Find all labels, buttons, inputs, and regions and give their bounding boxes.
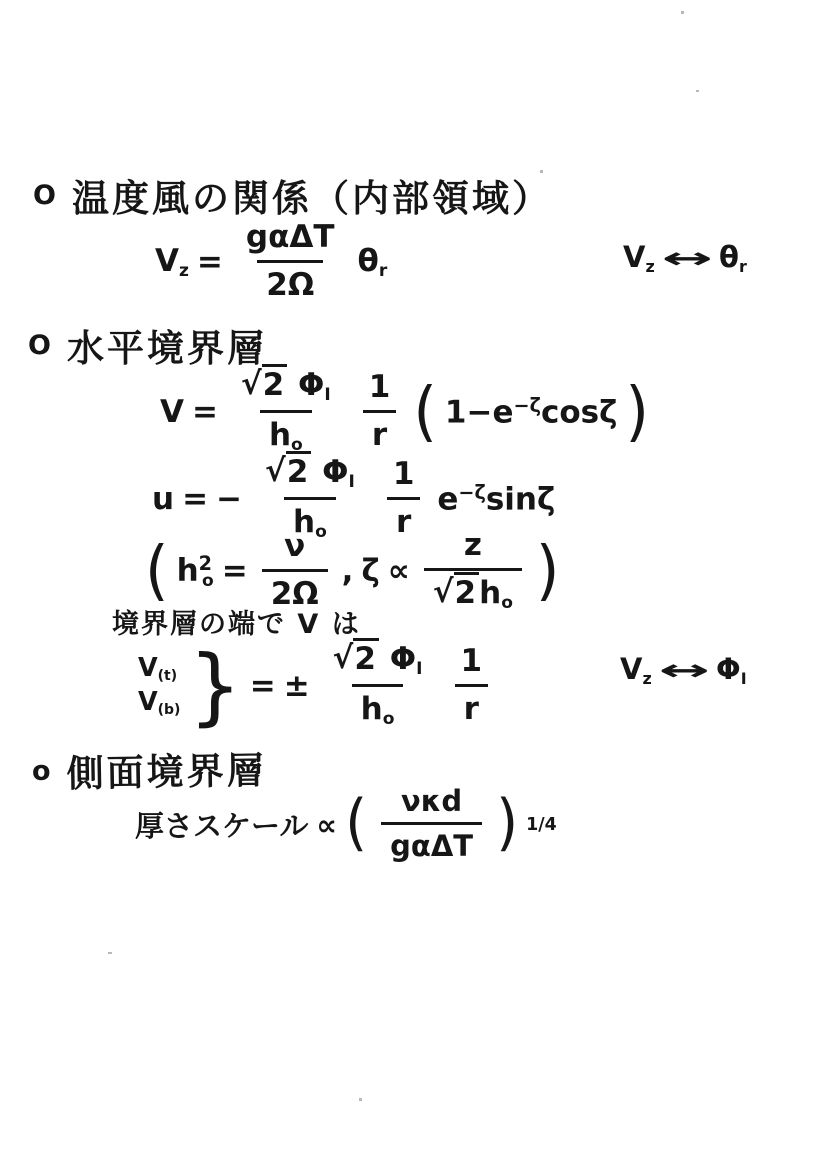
fraction	[237, 220, 344, 304]
term-e: e	[437, 481, 459, 518]
annot-left	[620, 652, 652, 688]
equals-sign: =	[182, 481, 209, 518]
var-V-letter: V	[138, 686, 158, 717]
section-title-side-bl: 側面境界層	[66, 748, 267, 796]
denominator: gαΔT	[381, 822, 482, 864]
section-heading-horizontal-bl	[28, 318, 267, 372]
var-u: u	[152, 481, 175, 518]
annot-left	[623, 240, 655, 276]
var-phi: Φ	[389, 641, 417, 677]
var-V-subscript: z	[179, 261, 189, 282]
section-title-horizontal-bl: 水平境界層	[66, 327, 267, 370]
section-title-thermal-wind: 温度風の関係（内部領域）	[71, 177, 552, 220]
denominator	[352, 684, 404, 731]
exponent-minus-zeta: −ζ	[513, 393, 541, 417]
closing-brace: }	[188, 636, 242, 735]
scan-speckle	[359, 1098, 362, 1101]
sqrt-icon: √	[332, 640, 354, 676]
bullet-marker: o	[31, 755, 51, 787]
numerator	[256, 455, 364, 497]
numerator: z	[463, 527, 482, 563]
numerator: 1	[392, 456, 415, 493]
term-1-minus-e: 1−e	[444, 394, 514, 431]
fraction-one-over-r	[451, 644, 491, 728]
double-arrow-icon: ↔	[658, 652, 710, 687]
equals-sign: =	[192, 394, 218, 431]
annot-left-subscript: z	[645, 256, 655, 276]
var-h-subscript: o	[202, 570, 214, 591]
scan-speckle	[696, 90, 699, 92]
var-phi: Φ	[298, 367, 325, 403]
numerator: gαΔT	[245, 219, 335, 255]
sqrt-argument: 2	[262, 364, 288, 403]
open-paren: (	[345, 788, 368, 859]
var-phi-subscript: I	[416, 659, 423, 680]
equals-sign: =	[221, 553, 248, 590]
var-h: h	[479, 574, 502, 611]
minus-sign: −	[216, 481, 243, 518]
numerator: 1	[460, 643, 483, 680]
numerator	[324, 642, 432, 684]
denominator: r	[455, 684, 488, 729]
scan-speckle	[108, 952, 112, 954]
var-V-bottom-subscript: (b)	[157, 702, 181, 719]
proportional-sign: ∝	[387, 553, 410, 590]
open-paren: (	[413, 374, 437, 450]
numerator	[232, 368, 340, 410]
var-h-subscript: o	[315, 521, 327, 542]
sqrt-icon: √	[240, 366, 262, 402]
var-V: V	[160, 394, 184, 431]
var-V-bottom	[138, 686, 181, 719]
var-zeta: ζ	[361, 553, 380, 590]
close-paren: )	[625, 374, 649, 450]
annot-right	[719, 240, 747, 276]
annot-right-subscript: I	[740, 668, 747, 688]
fraction-one-over-r	[360, 370, 400, 454]
denominator: r	[363, 410, 396, 455]
var-h-letter: h	[176, 552, 199, 589]
proportional-sign: ∝	[316, 807, 338, 842]
numerator: 1	[368, 369, 391, 406]
annot-right-letter: Φ	[716, 652, 741, 686]
open-paren: (	[145, 533, 169, 609]
plus-minus-sign: ±	[283, 668, 310, 705]
var-theta	[358, 243, 388, 281]
var-theta-letter: θ	[357, 243, 379, 280]
expression-body	[445, 394, 617, 431]
term-sin-zeta: sinζ	[485, 481, 556, 518]
annot-left-letter: V	[620, 652, 643, 686]
v-top-bottom-stack	[138, 652, 181, 719]
formula-v	[160, 368, 649, 456]
double-arrow-icon: ↔	[661, 240, 713, 275]
var-h-subscript: o	[291, 434, 303, 455]
equals-sign: =	[196, 244, 223, 281]
denominator: 2Ω	[257, 260, 323, 305]
numerator: ν	[284, 528, 306, 565]
formula-edge-velocity	[138, 636, 497, 735]
formula-thickness-scale	[135, 785, 557, 865]
bullet-marker: O	[33, 179, 56, 211]
annot-right-letter: θ	[719, 240, 739, 274]
note-boundary-edge: 境界層の端で V は	[112, 609, 361, 640]
fraction	[381, 785, 482, 865]
annotation-vz-phi	[620, 652, 747, 688]
var-h-exponent: 2	[198, 551, 213, 575]
sqrt-icon: √	[265, 453, 286, 489]
denominator	[424, 568, 522, 615]
denominator	[260, 410, 312, 457]
sqrt-argument: 2	[353, 638, 379, 677]
var-h: h	[360, 690, 383, 727]
var-V-top-subscript: (t)	[157, 668, 178, 685]
exponent-one-quarter: 1/4	[526, 814, 557, 835]
var-theta-subscript: r	[378, 261, 388, 282]
scan-speckle	[540, 170, 543, 173]
var-phi: Φ	[322, 454, 349, 490]
denominator: r	[387, 497, 420, 542]
sqrt-icon: √	[432, 573, 454, 610]
close-paren: )	[535, 533, 560, 609]
label-thickness-scale: 厚さスケール	[135, 809, 309, 844]
section-heading-thermal-wind	[33, 168, 552, 222]
fraction-z-over-sqrt2h0	[424, 528, 522, 614]
var-phi-subscript: I	[324, 385, 331, 406]
var-V-top	[138, 652, 178, 685]
sqrt-argument: 2	[286, 451, 312, 490]
var-h0-squared	[177, 552, 214, 591]
bullet-marker: O	[28, 329, 51, 361]
expression-body	[437, 481, 555, 518]
fraction	[232, 368, 340, 456]
comma: ,	[341, 553, 354, 590]
annotation-vz-theta	[623, 240, 747, 276]
var-h-subscript: o	[501, 592, 513, 613]
annot-left-subscript: z	[642, 668, 652, 688]
equals-sign: =	[249, 668, 276, 705]
scan-speckle	[681, 11, 684, 14]
fraction-nu-over-2omega	[262, 529, 328, 613]
fraction	[324, 642, 432, 730]
sqrt-argument: 2	[454, 572, 480, 611]
denominator: 2Ω	[262, 569, 328, 614]
annot-right	[716, 652, 747, 688]
exponent-minus-zeta: −ζ	[458, 480, 486, 504]
var-phi-subscript: I	[348, 472, 355, 493]
var-h: h	[293, 503, 316, 540]
var-V-letter: V	[138, 652, 158, 683]
formula-thermal-wind	[155, 220, 387, 304]
annot-right-subscript: r	[738, 256, 747, 276]
var-V-letter: V	[155, 243, 179, 280]
var-h-subscript: o	[382, 708, 395, 729]
var-V	[155, 243, 189, 281]
close-paren: )	[496, 788, 519, 859]
term-cos-zeta: cosζ	[540, 394, 618, 431]
annot-left-letter: V	[623, 240, 646, 274]
numerator: νκd	[401, 784, 463, 818]
var-h: h	[268, 416, 292, 453]
